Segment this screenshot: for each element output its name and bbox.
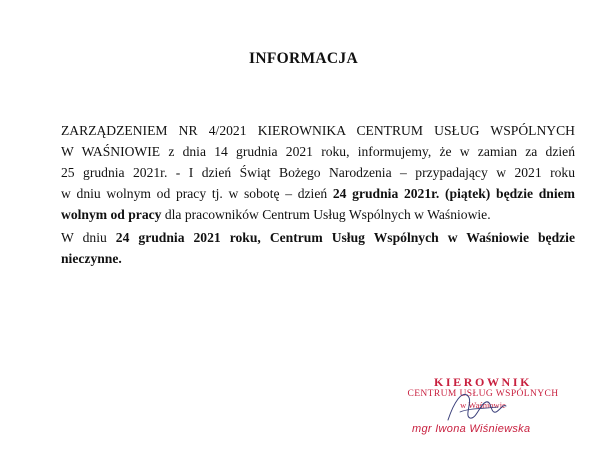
body-line: W WAŚNIOWIE z dnia 14 grudnia 2021 roku, informujemy, że w zamian za dzień	[61, 144, 575, 159]
body-line: 25 grudnia 2021r. - I dzień Świąt Bożego Narodzenia – przypadający w 2021 roku	[61, 165, 575, 180]
body-line	[61, 227, 575, 248]
body-line	[61, 183, 575, 204]
body-line: ZARZĄDZENIEM NR 4/2021 KIEROWNIKA CENTRUM USŁUG WSPÓLNYCH	[61, 123, 575, 138]
paragraph-closure	[61, 227, 575, 269]
stamp-line: CENTRUM USŁUG WSPÓLNYCH	[407, 389, 559, 399]
document-body	[61, 120, 575, 269]
body-bold-text: 24 grudnia 2021r. (piątek) będzie dniem	[332, 186, 575, 201]
body-text: w dniu wolnym od pracy tj. w sobotę – dzień	[61, 186, 333, 201]
body-bold-text: wolnym od pracy	[61, 207, 162, 222]
signer-name: mgr Iwona Wiśniewska	[412, 423, 531, 435]
body-line: nieczynne.	[61, 251, 122, 266]
body-bold-text: 24 grudnia 2021 roku, Centrum Usług Wspólnych w Waśniowie będzie	[115, 230, 575, 245]
document-title: INFORMACJA	[249, 50, 358, 67]
stamp-title: KIEROWNIK	[433, 375, 533, 389]
body-line	[61, 204, 575, 225]
stamp-line: w Waśniowie	[460, 400, 506, 410]
body-text: dla pracowników Centrum Usług Wspólnych w Waśniowie.	[161, 207, 491, 222]
paragraph-announcement	[61, 120, 575, 225]
body-text: W dniu	[61, 230, 116, 245]
